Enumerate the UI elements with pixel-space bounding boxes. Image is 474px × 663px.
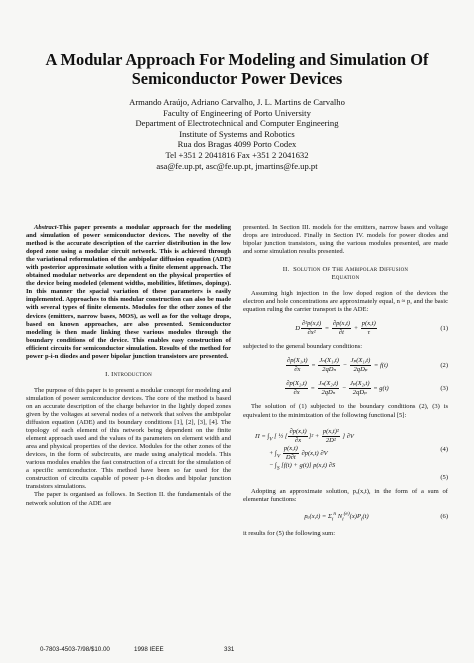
email-addresses: asa@fe.up.pt, asc@fe.up.pt, jmartins@fe.up.pt <box>156 160 318 171</box>
equation-5-number: (5) <box>440 473 448 481</box>
title-line-2: Semiconductor Power Devices <box>131 69 343 88</box>
boundary-conditions-intro: subjected to the general boundary conditions: <box>243 343 363 351</box>
equation-3: $\frac{\text{∂p(X₂,t)}}{\partial x}$ = $\frac{\text{Jₙ(X₂,t)}}{\text{2qDₙ}}$ − $\frac{\text{Jₚ(X₂,t)}}{\text{2qDₚ}}$ = g(t) (3) <box>286 380 448 397</box>
ade-paragraph-3: Adopting an approximate solution, pₐ(x,t), in the form of a sum of elementar functions: <box>243 487 448 503</box>
affiliation-1: Faculty of Engineering of Porto University <box>163 107 311 118</box>
paper-page <box>0 50 474 663</box>
author-block <box>26 97 448 171</box>
intro-continuation: presented. In Section III. models for the emitters, narrow bases and voltage drops are introduced. Finally in Section IV. models for power diodes and bipolar junction transistors, using the various modules presented, are made and some simulation results presented. <box>243 224 448 256</box>
equation-4: $\Pi = \int_V$ [ ½ [ $\frac{\partial p(x,t)}{\partial x}$ ]² + $\frac{\text{p(x,t)²}}{\text{2D²}}$ ] ∂V + $\int_V$ $\frac{p(x,t)}{D\partial t}$ ∂p(x,t) ∂V − $\int_S$ [f(t) + g(t)] p(x,t) ∂S (4) <box>255 427 448 471</box>
abstract-text: This paper presents a modular approach for the modeling and simulation of power semiconductor devices. The novelty of the method is the accurate description of the carrier distribution in the low doped zone using a modular circuit network. This is achieved through the variational reformulation of the ambipolar diffusion equation (ADE) with posterior approximate solution with a finite element approach. The obtained modular networks are dependent on the physical properties of the device being modeled (element widths, mobilities, lifetimes, dopings). In this manner the spacial variation of these parameters is easily implemented. Approaches to this modular construction can also be made with several types of finite elements. Modules for the other zones of the devices (emitters, narrow bases, MOS), as well as for the voltage drops, based on known approaches, are also presented. Semiconductor modeling is then made linking these various modules through the boundary conditions of the device. This enables easy construction of efficient circuits for semiconductor simulation. Results of the method for power p-i-n diodes and power bipolar junction transistors are presented. <box>26 224 231 360</box>
equation-6-number: (6) <box>440 512 448 520</box>
ade-paragraph-2: The solution of (1) subjected to the boundary conditions (2), (3) is equivalent to the minimization of the following functional [5]: <box>243 403 448 419</box>
equation-1: D $\frac{\text{∂²p(x,t)}}{\text{∂x²}}$ = $\frac{\partial p(x,t)}{\partial t}$ + $\frac{p(x,t)}{\tau}$ (1) <box>295 320 448 337</box>
title-line-1: A Modular Approach For Modeling and Simulation Of <box>45 50 429 69</box>
copyright-year: 1998 IEEE <box>134 646 164 653</box>
paper-title <box>26 50 448 88</box>
equation-2: $\frac{\text{∂p(X₁,t)}}{\partial x}$ = $\frac{\text{Jₙ(X₁,t)}}{\text{2qDₙ}}$ − $\frac{\text{Jₚ(X₁,t)}}{\text{2qDₚ}}$ = f(t) (2) <box>287 357 448 374</box>
equation-2-number: (2) <box>440 361 448 369</box>
address: Rua dos Bragas 4099 Porto Codex <box>177 139 297 150</box>
equation-1-number: (1) <box>440 324 448 332</box>
page-number: 331 <box>224 646 235 653</box>
section-heading-introduction: I. Introduction <box>105 370 152 378</box>
equation-3-number: (3) <box>440 384 448 392</box>
equation-5 <box>243 474 448 482</box>
intro-paragraph-2: The paper is organised as follows. In Section II. the fundamentals of the network solution of the ADE are <box>26 491 231 507</box>
equation-6: $p_a(x,t) = \Sigma_i^n$ $N_i^{(e)}(x)P_i(t)$ (6) <box>304 511 448 523</box>
isbn-code: 0-7803-4503-7/98/$10.00 <box>40 646 110 653</box>
phone-fax: Tel +351 2 2041816 Fax +351 2 2041632 <box>165 149 309 160</box>
left-column <box>26 224 231 538</box>
ade-paragraph-4: it results for (5) the following sum: <box>243 529 336 537</box>
abstract <box>26 224 231 361</box>
right-column <box>243 224 448 538</box>
equation-4-number: (4) <box>440 445 448 453</box>
abstract-lead: Abstract- <box>34 224 59 231</box>
section-heading-ade: II. Solution Of The Ambipolar Diffusion Equation <box>282 266 409 282</box>
affiliation-3: Institute of Systems and Robotics <box>179 128 295 139</box>
ade-paragraph-1: Assuming high injection in the low doped region of the devices the electron and hole concentrations are approximately equal, n ≈ p, and the basic equation ruling the carrier transport is the ADE: <box>243 290 448 314</box>
author-names: Armando Araújo, Adriano Carvalho, J. L. Martins de Carvalho <box>129 97 345 107</box>
affiliation-2: Department of Electrotechnical and Computer Engineering <box>135 118 339 129</box>
two-column-body <box>26 224 448 538</box>
intro-paragraph-1: The purpose of this paper is to present a modular concept for modeling and simulation of power semiconductor devices. The core of the method is based on an accurate description of the charge behavior in the lightly doped zones given by the voltages at several nodes of a network that solves the ambipolar diffusion equation (ADE) and its boundary conditions [1], [2], [3], [4]. The topology of each element of this network being dependent on the finite element approach used and the values of its parameters on element width and area and physical properties of the device. Modules for the other zones of the devices, in the form of subcircuits, are made using analytical models. This various modules enables the fast construction of a circuit for the simulation of a specific semiconductor. This method have been so far used for the construction of circuits capable of power p-i-n diodes and bipolar junction transistors simulations. <box>26 386 231 491</box>
